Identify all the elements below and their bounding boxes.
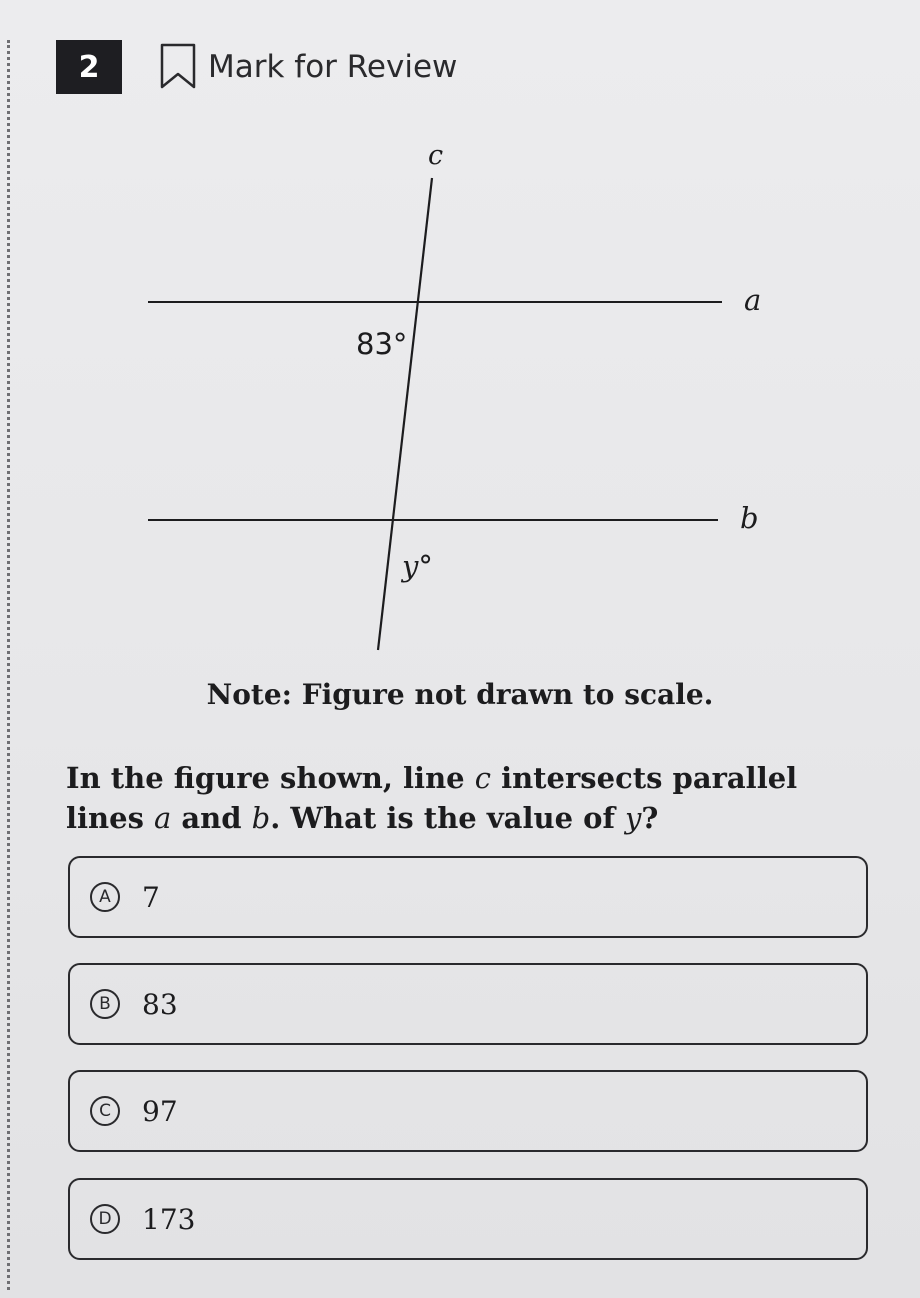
bookmark-icon [158,43,198,91]
line-c-label: c [428,140,444,171]
choice-value-d: 173 [142,1202,196,1236]
line-b-label: b [740,501,759,535]
answer-choice-b[interactable] [68,963,868,1045]
stem-var-b: b [251,801,271,835]
choice-letter-c: C [90,1096,120,1126]
stem-text-5: ? [641,801,659,835]
choice-letter-d: D [90,1204,120,1234]
left-divider [7,40,10,1290]
line-a-label: a [744,283,762,317]
question-stem [66,758,866,838]
choice-value-c: 97 [142,1094,178,1128]
mark-for-review-button[interactable] [158,43,457,91]
answer-choice-d[interactable] [68,1178,868,1260]
answer-choice-a[interactable] [68,856,868,938]
mark-for-review-label: Mark for Review [208,49,458,85]
question-number-badge: 2 [56,40,122,94]
stem-text-1: In the figure shown, line [66,761,475,795]
stem-var-a: a [154,801,172,835]
angle-83-label: 83° [356,327,408,361]
stem-text-4: . What is the value of [270,801,626,835]
stem-text-2: intersects parallel lines [66,761,798,835]
geometry-figure [140,130,800,660]
stem-var-y: y [625,801,642,835]
choice-value-a: 7 [142,880,160,914]
angle-y-label: y° [402,549,433,583]
stem-text-3: and [171,801,252,835]
choice-letter-b: B [90,989,120,1019]
choice-value-b: 83 [142,987,178,1021]
stem-var-c: c [474,761,491,795]
figure-note: Note: Figure not drawn to scale. [206,678,714,711]
choice-letter-a: A [90,882,120,912]
figure-canvas [140,130,800,660]
answer-choice-c[interactable] [68,1070,868,1152]
question-header [56,40,457,94]
